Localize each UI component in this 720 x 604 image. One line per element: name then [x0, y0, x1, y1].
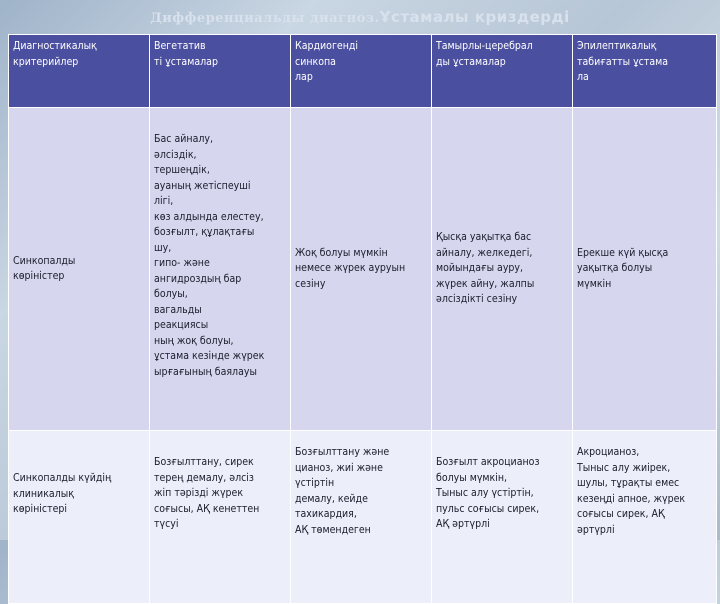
table-cell: Синкопалды көріністер	[9, 108, 150, 431]
header-vascular-cerebral-attacks: Тамырлы-церебрал ды ұстамалар	[432, 35, 573, 108]
table-cell: Жоқ болуы мүмкін немесе жүрек ауруын сезіну	[291, 108, 432, 431]
differential-diagnosis-table	[8, 34, 717, 604]
slide-title	[0, 8, 720, 26]
slide-title-part1: Дифференциальды диагноз.	[150, 11, 380, 26]
table-row	[9, 108, 717, 431]
table-cell: Ерекше күй қысқа уақытқа болуы мүмкін	[573, 108, 717, 431]
table-cell: Бас айналу, әлсіздік, тершеңдік, ауаның жетіспеуші лігі, көз алдында елестеу, бозғылт, құлақтағы шу, гипо- және ангидроздың бар болуы, вагальды реакциясы ның жоқ болуы, ұстама кезінде жүрек ырғағының баялауы	[150, 108, 291, 431]
table-header-row	[9, 35, 717, 108]
table-cell: Бозғылттану және цианоз, жиі және үстіртін демалу, кейде тахикардия, АҚ төмендеген	[291, 431, 432, 604]
header-epileptic-attacks: Эпилептикалық табиғатты ұстама ла	[573, 35, 717, 108]
table-cell: Синкопалды күйдің клиникалық көріністері	[9, 431, 150, 604]
header-diagnostic-criteria: Диагностикалық критерийлер	[9, 35, 150, 108]
table-cell: Акроцианоз, Тыныс алу жиірек, шулы, тұрақты емес кезеңді апное, жүрек соғысы сирек, АҚ әртүрлі	[573, 431, 717, 604]
header-vegetative-attacks: Вегетатив ті ұстамалар	[150, 35, 291, 108]
table-cell: Қысқа уақытқа бас айналу, желкедегі, мойындағы ауру, жүрек айну, жалпы әлсіздікті сезіну	[432, 108, 573, 431]
table-cell: Бозғылттану, сирек терең демалу, әлсіз жіп тәрізді жүрек соғысы, АҚ кенеттен түсуі	[150, 431, 291, 604]
slide-title-part2: Ұстамалы криздерді	[379, 8, 570, 26]
table-row	[9, 431, 717, 604]
table-cell: Бозғылт акроцианоз болуы мүмкін, Тыныс алу үстіртін, пульс соғысы сирек, АҚ әртүрлі	[432, 431, 573, 604]
header-cardiogenic-syncope: Кардиогенді синкопа лар	[291, 35, 432, 108]
